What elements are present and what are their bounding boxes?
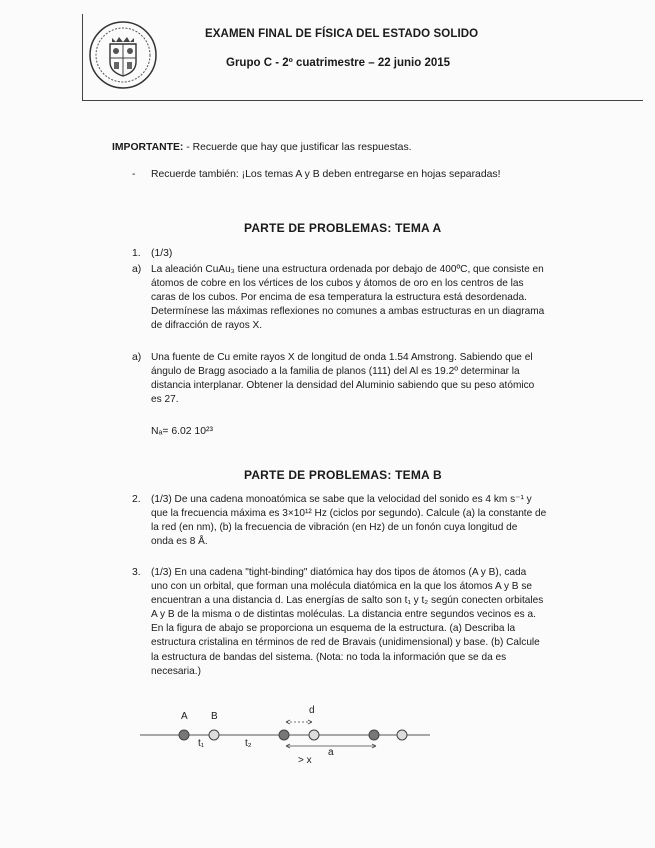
problem-2-text xyxy=(151,493,546,549)
problem-1-weight: (1/3) xyxy=(151,248,173,259)
important-line1: - Recuerde que hay que justificar las respuestas. xyxy=(186,142,412,153)
problem-1b-label: a) xyxy=(132,352,142,363)
problem-1b-text xyxy=(151,351,534,407)
text-line: onda es 8 Å. xyxy=(151,536,208,548)
problem-3-number: 3. xyxy=(132,567,141,578)
text-line: (1/3) De una cadena monoatómica se sabe que la velocidad del sonido es 4 km s⁻¹ y xyxy=(151,494,532,505)
text-line: ángulo de Bragg asociado a la familia de planos (111) del Al es 19.2º determinar la xyxy=(151,366,520,378)
text-line: de difracción de rayos X. xyxy=(151,320,263,332)
important-label: IMPORTANTE: xyxy=(112,142,184,153)
text-line: Una fuente de Cu emite rayos X de longitud de onda 1.54 Amstrong. Sabiendo que el xyxy=(151,352,533,363)
text-line: caras de los cubos. Por encima de esa temperatura la estructura está desordenada. xyxy=(151,292,527,304)
problem-1a-label: a) xyxy=(132,264,142,275)
diagram-label-a: a xyxy=(328,747,334,758)
text-line: uno con un orbital, que forman una molécula diatómica en la que los átomos A y B se xyxy=(151,581,532,593)
diagram-label-a-atom: A xyxy=(181,711,188,722)
diagram-label-t2: t₂ xyxy=(245,738,252,749)
diagram-label-t1: t₁ xyxy=(198,738,205,749)
problem-3-text xyxy=(151,566,543,679)
atom-b xyxy=(309,730,319,740)
text-line: necesaria.) xyxy=(151,665,201,677)
text-line: (1/3) En una cadena "tight-binding" diatómica hay dos tipos de átomos (A y B), cada xyxy=(151,567,527,578)
diagram-label-b-atom: B xyxy=(211,711,218,722)
text-line: es 27. xyxy=(151,394,179,406)
atom-a xyxy=(369,730,379,740)
text-line: la estructura de bandas del sistema. (Nota: no toda la información que se da es xyxy=(151,651,507,663)
text-line: En la figura de abajo se proporciona un esquema de la estructura. (a) Describa la xyxy=(151,623,516,635)
text-line: A y B de la misma o de distintas moléculas. La distancia entre segundos vecinos es a. xyxy=(151,609,536,621)
text-line: la red (en nm), (b) la frecuencia de vibración (en Hz) de un fonón cuya longitud de xyxy=(151,522,518,534)
problem-1-number: 1. xyxy=(132,248,141,259)
university-seal-icon xyxy=(88,20,158,90)
problem-1a-text xyxy=(151,263,544,333)
text-line: encuentran a una distancia d. Las energías de salto son t₁ y t₂ según conecten orbitales xyxy=(151,595,544,607)
bullet-marker: - xyxy=(132,169,136,180)
diagram-label-d: d xyxy=(309,705,315,716)
text-line: átomos de cobre en los vértices de los cubos y átomos de oro en los centros de las xyxy=(151,278,524,290)
text-line: que la frecuencia máxima es 3×10¹² Hz (ciclos por segundo). Calcule (a) la constante de xyxy=(151,508,547,520)
problem-2-number: 2. xyxy=(132,494,141,505)
text-line: La aleación CuAu₃ tiene una estructura ordenada por debajo de 400ºC, que consiste en xyxy=(151,264,544,275)
text-line: estructura cristalina en términos de red de Bravais (unidimensional) y base. (b) Calcule xyxy=(151,637,540,649)
text-line: Determínese las máximas reflexiones no comunes a ambas estructuras en un diagrama xyxy=(151,306,545,318)
exam-subtitle: Grupo C - 2º cuatrimestre – 22 junio 2015 xyxy=(226,57,451,69)
atom-a xyxy=(179,730,189,740)
diagram-label-x: > x xyxy=(298,755,312,766)
atom-b xyxy=(397,730,407,740)
important-note xyxy=(112,141,412,155)
important-line2: Recuerde también: ¡Los temas A y B deben entregarse en hojas separadas! xyxy=(151,169,501,180)
atom-a xyxy=(279,730,289,740)
section-b-title: PARTE DE PROBLEMAS: TEMA B xyxy=(244,468,442,482)
text-line: distancia interplanar. Obtener la densidad del Aluminio sabiendo que su peso atómico xyxy=(151,380,535,392)
atom-b xyxy=(209,730,219,740)
section-a-title: PARTE DE PROBLEMAS: TEMA A xyxy=(244,221,442,235)
avogadro-constant: Nₐ= 6.02 10²³ xyxy=(151,426,213,437)
exam-title: EXAMEN FINAL DE FÍSICA DEL ESTADO SOLIDO xyxy=(205,28,479,40)
